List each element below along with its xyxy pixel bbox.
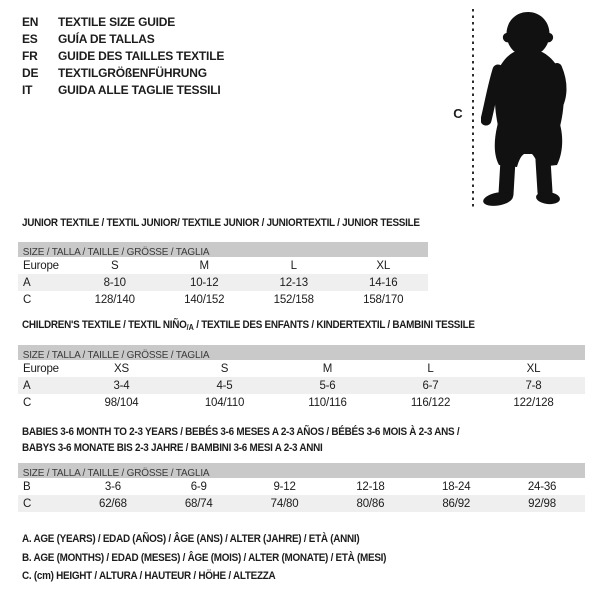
height-measure-dotted-line xyxy=(472,9,474,207)
table-row-height xyxy=(18,394,585,411)
height-cell: 80/86 xyxy=(356,497,385,510)
children-size-table xyxy=(18,345,585,411)
size-cell: L xyxy=(290,259,297,272)
height-cell: 86/92 xyxy=(442,497,471,510)
guide-title-en: TEXTILE SIZE GUIDE xyxy=(58,14,176,29)
babies-size-table xyxy=(18,463,585,512)
age-cell: 4-5 xyxy=(216,379,233,392)
size-cell: XS xyxy=(114,362,129,375)
row-label: C xyxy=(23,293,32,306)
months-cell: 18-24 xyxy=(442,480,471,493)
table-row-age xyxy=(18,377,585,394)
height-cell: 158/170 xyxy=(363,293,404,306)
footnote-age-years: A. AGE (YEARS) / EDAD (AÑOS) / ÂGE (ANS) / ALTER (JAHRE) / ETÀ (ANNI) xyxy=(22,533,360,545)
table-row-height xyxy=(18,495,585,512)
table-row-europe xyxy=(18,257,428,274)
row-label: Europe xyxy=(23,259,59,272)
row-label: C xyxy=(23,396,32,409)
guide-title-fr: GUIDE DES TAILLES TEXTILE xyxy=(58,48,225,63)
age-cell: 6-7 xyxy=(422,379,439,392)
age-cell: 7-8 xyxy=(525,379,542,392)
babies-size-header-bar xyxy=(18,463,585,478)
size-cell: XL xyxy=(526,362,541,375)
months-cell: 6-9 xyxy=(190,480,207,493)
row-label: B xyxy=(23,480,31,493)
table-row-months xyxy=(18,478,585,495)
table-row-height xyxy=(18,291,428,308)
height-cell: 152/158 xyxy=(273,293,314,306)
age-cell: 5-6 xyxy=(319,379,336,392)
row-label: C xyxy=(23,497,32,510)
age-cell: 12-13 xyxy=(279,276,308,289)
months-cell: 3-6 xyxy=(104,480,121,493)
footnote-age-months: B. AGE (MONTHS) / EDAD (MESES) / ÂGE (MOIS) / ALTER (MONATE) / ETÀ (MESI) xyxy=(22,551,387,564)
children-title-prefix: CHILDREN'S TEXTILE / TEXTIL NIÑO xyxy=(22,319,187,331)
guide-title-es: GUÍA DE TALLAS xyxy=(58,31,155,46)
size-cell: S xyxy=(111,259,119,272)
age-cell: 8-10 xyxy=(103,276,126,289)
guide-title-de: TEXTILGRÖßENFÜHRUNG xyxy=(58,65,207,80)
children-section-title xyxy=(22,319,475,332)
baby-toddler-silhouette-icon xyxy=(481,8,593,210)
height-cell: 140/152 xyxy=(184,293,225,306)
height-cell: 116/122 xyxy=(410,396,451,409)
height-cell: 74/80 xyxy=(270,497,299,510)
language-code: FR xyxy=(22,48,38,63)
junior-size-header-bar xyxy=(18,242,428,257)
language-row-it xyxy=(22,81,224,98)
months-cell: 9-12 xyxy=(273,480,296,493)
months-cell: 24-36 xyxy=(527,480,557,493)
language-code: EN xyxy=(22,14,39,29)
height-cell: 98/104 xyxy=(104,396,139,409)
language-code: IT xyxy=(22,82,33,97)
row-label: A xyxy=(23,379,31,392)
language-code: DE xyxy=(22,65,39,80)
language-row-en xyxy=(22,13,224,30)
height-cell: 128/140 xyxy=(94,293,135,306)
age-cell: 3-4 xyxy=(113,379,130,392)
babies-section-title xyxy=(22,424,459,456)
junior-section-title: JUNIOR TEXTILE / TEXTIL JUNIOR/ TEXTILE JUNIOR / JUNIORTEXTIL / JUNIOR TESSILE xyxy=(22,217,420,229)
language-row-fr xyxy=(22,47,224,64)
age-cell: 14-16 xyxy=(369,276,398,289)
children-size-header-bar xyxy=(18,345,585,360)
babies-title-line1: BABIES 3-6 MONTH TO 2-3 YEARS / BEBÉS 3-6 MESES A 2-3 AÑOS / BÉBÉS 3-6 MOIS À 2-3 ANS / xyxy=(22,426,460,438)
children-title-subscript: /A xyxy=(186,323,194,332)
size-header-text: SIZE / TALLA / TAILLE / GRÖSSE / TAGLIA xyxy=(22,349,210,360)
size-cell: M xyxy=(199,259,209,272)
language-row-es xyxy=(22,30,224,47)
size-cell: L xyxy=(427,362,434,375)
size-cell: XL xyxy=(376,259,391,272)
language-row-de xyxy=(22,64,224,81)
babies-title-line2: BABYS 3-6 MONATE BIS 2-3 JAHRE / BAMBINI 3-6 MESI A 2-3 ANNI xyxy=(22,442,323,454)
height-measure-label: C xyxy=(453,106,463,121)
size-header-text: SIZE / TALLA / TAILLE / GRÖSSE / TAGLIA xyxy=(22,467,210,478)
size-cell: M xyxy=(322,362,333,375)
table-row-europe xyxy=(18,360,585,377)
size-header-text: SIZE / TALLA / TAILLE / GRÖSSE / TAGLIA xyxy=(22,246,210,257)
months-cell: 12-18 xyxy=(356,480,385,493)
height-cell: 110/116 xyxy=(308,396,347,409)
height-cell: 104/110 xyxy=(204,396,245,409)
children-title-suffix: / TEXTILE DES ENFANTS / KINDERTEXTIL / BAMBINI TESSILE xyxy=(193,319,475,331)
legend-footnotes xyxy=(22,533,427,589)
height-cell: 122/128 xyxy=(513,396,554,409)
junior-size-table xyxy=(18,242,428,308)
table-row-age xyxy=(18,274,428,291)
size-cell: S xyxy=(220,362,229,375)
footnote-height: C. (cm) HEIGHT / ALTURA / HAUTEUR / HÖHE / ALTEZZA xyxy=(22,570,276,582)
height-cell: 68/74 xyxy=(184,497,213,510)
age-cell: 10-12 xyxy=(190,276,219,289)
height-cell: 92/98 xyxy=(528,497,556,510)
guide-title-it: GUIDA ALLE TAGLIE TESSILI xyxy=(58,82,221,97)
language-title-list xyxy=(22,13,224,98)
row-label: A xyxy=(23,276,31,289)
height-cell: 62/68 xyxy=(99,497,127,510)
language-code: ES xyxy=(22,31,38,46)
row-label: Europe xyxy=(23,362,59,375)
